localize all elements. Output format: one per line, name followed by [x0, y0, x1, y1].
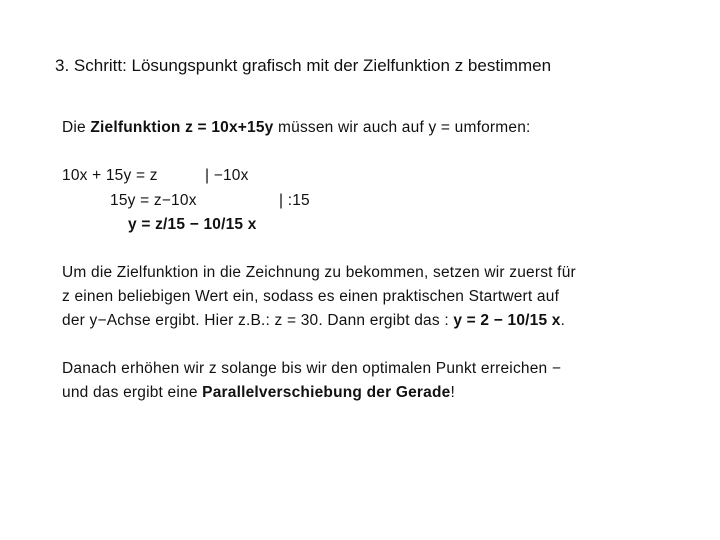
equation-1-op: | −10x	[205, 167, 249, 184]
paragraph-1-line-3	[62, 312, 565, 330]
paragraph-1-line-3-pre: der y−Achse ergibt. Hier z.B.: z = 30. Dann ergibt das :	[62, 312, 454, 329]
intro-line	[62, 119, 531, 137]
page-title: 3. Schritt: Lösungspunkt grafisch mit der Zielfunktion z bestimmen	[55, 56, 552, 75]
equation-2-left: 15y = z−10x	[110, 192, 197, 209]
paragraph-2-line-2-bold: Parallelverschiebung der Gerade	[202, 384, 451, 401]
intro-bold: Zielfunktion z = 10x+15y	[90, 119, 274, 136]
paragraph-1-line-3-bold: y = 2 − 10/15 x	[453, 312, 561, 329]
equation-3-result: y = z/15 − 10/15 x	[128, 216, 257, 233]
equation-1-left: 10x + 15y = z	[62, 167, 158, 184]
paragraph-2-line-2-post: !	[450, 384, 455, 401]
paragraph-2-line-2	[62, 384, 455, 402]
intro-post: müssen wir auch auf y = umformen:	[273, 119, 531, 136]
paragraph-2-line-2-pre: und das ergibt eine	[62, 384, 203, 401]
paragraph-2-line-1: Danach erhöhen wir z solange bis wir den optimalen Punkt erreichen −	[62, 360, 562, 377]
equation-2-op: | :15	[279, 192, 310, 209]
paragraph-1-line-3-post: .	[560, 312, 566, 329]
paragraph-1-line-1: Um die Zielfunktion in die Zeichnung zu bekommen, setzen wir zuerst für	[62, 264, 576, 281]
intro-pre: Die	[62, 119, 91, 136]
paragraph-1-line-2: z einen beliebigen Wert ein, sodass es einen praktischen Startwert auf	[62, 288, 560, 305]
